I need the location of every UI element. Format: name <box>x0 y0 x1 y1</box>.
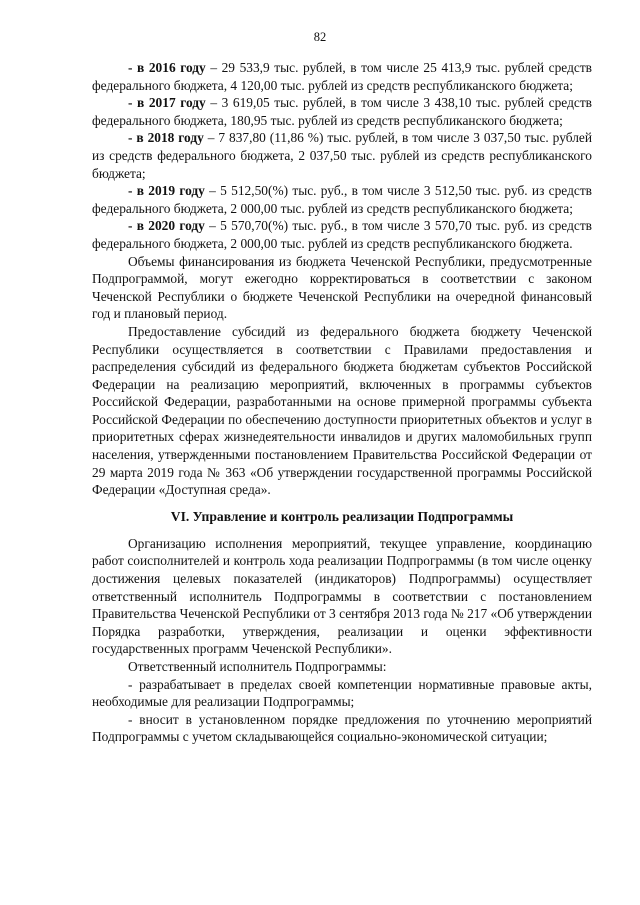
funding-year-label: - в 2016 году <box>128 60 206 75</box>
subsidies-paragraph: Предоставление субсидий из федерального бюджета бюджету Чеченской Республики осуществляется в соответствии с Правилами предоставления и распределения субсидий из федерального бюджета бюджетам субъектов Российской Федерации на реализацию мероприятий, включенных в программы субъектов Российской Федерации, разработанными на основе примерной программы субъекта Российской Федерации по обеспечению доступности приоритетных объектов и услуг в приоритетных сферах жизнедеятельности инвалидов и других маломобильных групп населения, утвержденными постановлением Правительства Российской Федерации от 29 марта 2019 года № 363 «Об утверждении государственной программы Российской Федерации «Доступная среда». <box>92 323 592 498</box>
funding-item-2020 <box>92 217 592 252</box>
funding-text: – 3 619,05 тыс. рублей, в том числе 3 438,10 тыс. рублей средств федерального бюджета, 180,95 тыс. рублей из средств республиканского бюджета; <box>92 95 592 128</box>
volumes-paragraph: Объемы финансирования из бюджета Чеченской Республики, предусмотренные Подпрограммой, могут ежегодно корректироваться в соответствии с законом Чеченской Республики о бюджете Чеченской Республики на очередной финансовый год и плановый период. <box>92 253 592 322</box>
funding-item-2016 <box>92 59 592 94</box>
document-body <box>92 59 592 746</box>
bullet-item: - вносит в установленном порядке предложения по уточнению мероприятий Подпрограммы с учетом складывающейся социально-экономической ситуации; <box>92 711 592 745</box>
funding-year-label: - в 2020 году <box>128 218 205 234</box>
bullet-item: - разрабатывает в пределах своей компетенции нормативные правовые акты, необходимые для реализации Подпрограммы; <box>92 676 592 710</box>
funding-year-label: - в 2017 году <box>128 95 206 111</box>
funding-text: – 7 837,80 (11,86 %) тыс. рублей, в том числе 3 037,50 тыс. рублей из средств федерального бюджета, 2 037,50 тыс. рублей из средств республиканского бюджета; <box>92 130 592 181</box>
funding-item-2017 <box>92 94 592 129</box>
funding-text: – 29 533,9 тыс. рублей, в том числе 25 413,9 тыс. рублей средств федерального бюджета, 4 120,00 тыс. рублей из средств республиканского бюджета; <box>92 60 592 93</box>
funding-item-2018 <box>92 129 592 182</box>
funding-year-label: - в 2019 году <box>128 183 205 199</box>
funding-text: – 5 570,70(%) тыс. руб., в том числе 3 570,70 тыс. руб. из средств федерального бюджета, 2 000,00 тыс. рублей из средств республиканского бюджета. <box>92 218 593 251</box>
funding-text: – 5 512,50(%) тыс. руб., в том числе 3 512,50 тыс. руб. из средств федерального бюджета, 2 000,00 тыс. рублей из средств республиканского бюджета; <box>92 183 593 216</box>
funding-year-label: - в 2018 году <box>128 130 204 146</box>
section-heading: VI. Управление и контроль реализации Подпрограммы <box>170 508 514 524</box>
organization-paragraph: Организацию исполнения мероприятий, текущее управление, координацию работ соисполнителей и контроль хода реализации Подпрограммы (в том числе оценку достижения целевых показателей (индикаторов) Подпрограммы) осуществляет ответственный исполнитель Подпрограммы в соответствии с постановлением Правительства Чеченской Республики от 3 сентября 2013 года № 217 «Об утверждении Порядка разработки, утверждения, реализации и оценки эффективности государственных программ Чеченской Республики». <box>92 535 592 657</box>
page-number: 82 <box>313 30 327 44</box>
funding-item-2019 <box>92 182 592 217</box>
responsible-paragraph: Ответственный исполнитель Подпрограммы: <box>128 659 387 674</box>
